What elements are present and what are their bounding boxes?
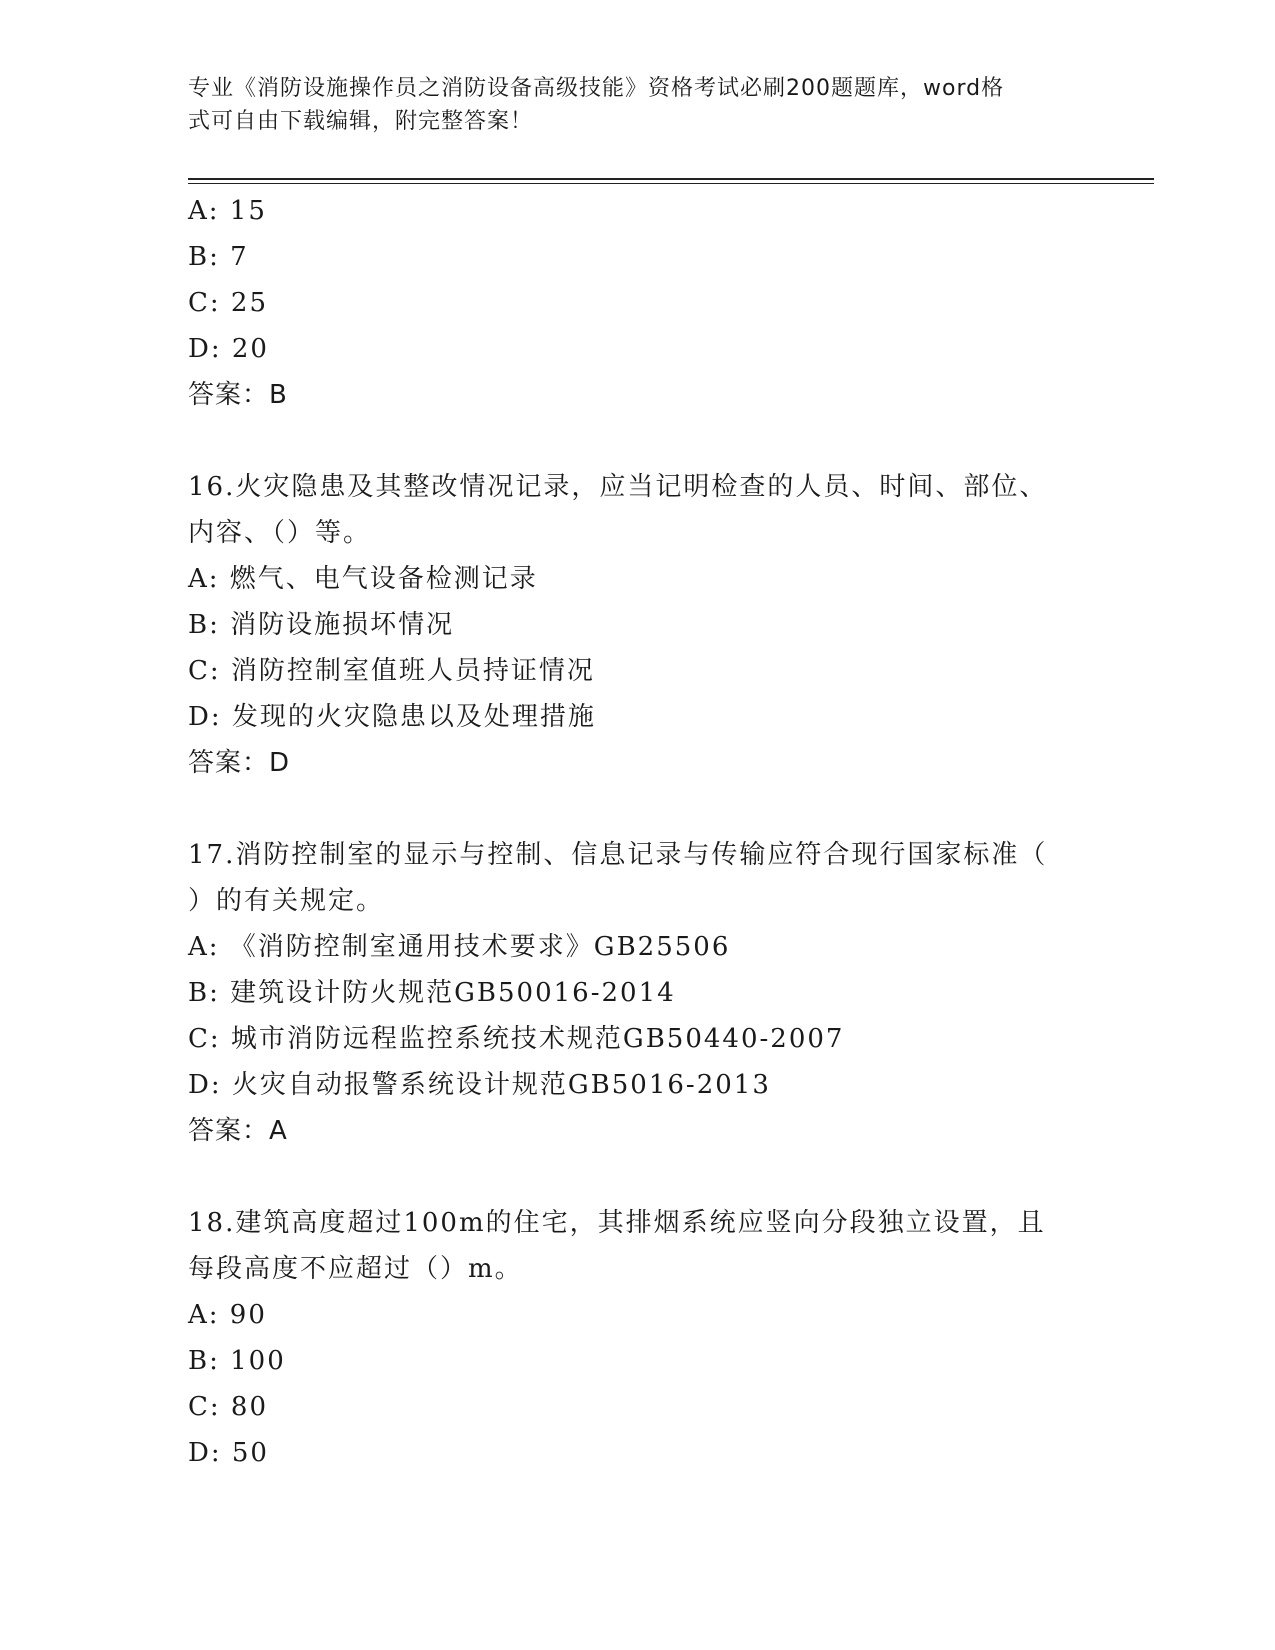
header-line-2: 式可自由下载编辑，附完整答案！ [188, 109, 534, 134]
option-c: C: 80 [188, 1392, 269, 1422]
header-line-1: 专业《消防设施操作员之消防设备高级技能》资格考试必刷200题题库，word格 [188, 76, 1005, 101]
question-16 [188, 464, 1088, 786]
option-b: B: 建筑设计防火规范GB50016-2014 [188, 978, 676, 1008]
option-a: A: 90 [188, 1300, 267, 1330]
option-a: A: 《消防控制室通用技术要求》GB25506 [188, 932, 731, 962]
question-17 [188, 832, 1088, 1154]
option-d: D: 50 [188, 1438, 269, 1468]
answer: 答案：B [188, 380, 288, 410]
option-b: B: 消防设施损坏情况 [188, 610, 455, 640]
answer: 答案：A [188, 1116, 288, 1146]
question-stem-line-1: 16.火灾隐患及其整改情况记录，应当记明检查的人员、时间、部位、 [188, 472, 1048, 502]
option-b: B: 7 [188, 242, 249, 272]
header-rule-thick [188, 178, 1154, 180]
question-stem-line-2: ）的有关规定。 [188, 886, 385, 916]
answer: 答案：D [188, 748, 291, 778]
document-header [188, 72, 1078, 138]
option-a: A: 燃气、电气设备检测记录 [188, 564, 538, 594]
question-stem-line-2: 每段高度不应超过（）m。 [188, 1254, 523, 1284]
option-d: D: 20 [188, 334, 269, 364]
option-d: D: 火灾自动报警系统设计规范GB5016-2013 [188, 1070, 771, 1100]
question-stem-line-1: 18.建筑高度超过100m的住宅，其排烟系统应竖向分段独立设置，且 [188, 1208, 1046, 1238]
header-rule-thin [188, 183, 1154, 184]
question-stem-line-2: 内容、（）等。 [188, 518, 372, 548]
question-15 [188, 188, 1088, 418]
question-list [188, 188, 1088, 1476]
option-d: D: 发现的火灾隐患以及处理措施 [188, 702, 596, 732]
option-a: A: 15 [188, 196, 267, 226]
question-stem-line-1: 17.消防控制室的显示与控制、信息记录与传输应符合现行国家标准（ [188, 840, 1048, 870]
question-18 [188, 1200, 1088, 1476]
option-c: C: 25 [188, 288, 269, 318]
option-c: C: 消防控制室值班人员持证情况 [188, 656, 595, 686]
option-b: B: 100 [188, 1346, 286, 1376]
option-c: C: 城市消防远程监控系统技术规范GB50440-2007 [188, 1024, 845, 1054]
